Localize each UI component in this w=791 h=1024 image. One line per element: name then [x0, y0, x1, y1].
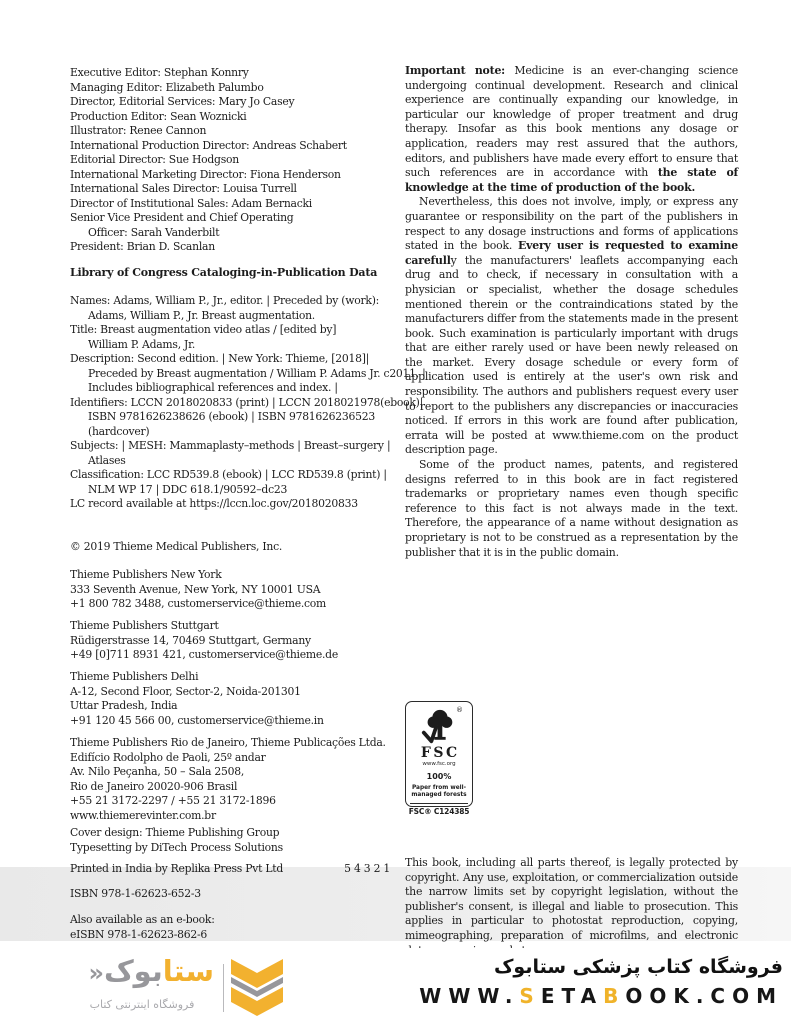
wordmark-gold-part: ستا	[162, 954, 214, 988]
loc-cataloging-heading: Library of Congress Cataloging-in-Publication Data	[70, 266, 378, 279]
banner-right-block	[419, 954, 783, 1008]
logo-subtitle: فروشگاه اینترنتی کتاب	[89, 998, 195, 1011]
fsc-cert-number: FSC® C124385	[408, 807, 470, 816]
chevron-emblem-icon	[230, 958, 284, 1024]
print-run-numbers: 5 4 3 2 1	[344, 862, 390, 875]
fsc-website: www.fsc.org	[422, 761, 456, 767]
fsc-tree-icon	[406, 707, 472, 745]
fsc-registered-mark: ®	[456, 706, 463, 714]
office-stuttgart: Thieme Publishers Stuttgart Rüdigerstrasse 14, 70469 Stuttgart, Germany +49 [0]711 8931 421, customerservice@thieme.de	[70, 619, 338, 661]
production-credits: Cover design: Thieme Publishing Group Typesetting by DiTech Process Solutions	[70, 826, 283, 854]
office-delhi: Thieme Publishers Delhi A-12, Second Floor, Sector-2, Noida-201301 Uttar Pradesh, India +91 120 45 566 00, customerservice@thieme.in	[70, 670, 324, 727]
banner-heading-farsi: فروشگاه کتاب پزشکی ستابوک	[493, 956, 783, 978]
logo-divider	[223, 964, 225, 1012]
setabook-logo	[62, 954, 292, 1022]
fsc-percent: 100%	[426, 772, 452, 781]
wordmark-gray-part: بوک	[103, 954, 163, 988]
printed-in-text: Printed in India by Replika Press Pvt Ltd	[70, 862, 284, 875]
fsc-description-line2: managed forests	[411, 792, 467, 798]
wordmark-guillemet: «	[88, 959, 104, 987]
fsc-divider	[410, 803, 468, 804]
setabook-banner	[0, 948, 791, 1024]
trademark-paragraph: Some of the product names, patents, and registered designs referred to in this book are in fact registered trademarks or proprietary names even though specific reference to this fact is not always made in the text. Therefore, the appearance of a name without designation as proprietary is not to be construed as a representation by the publisher that it is in the public domain.	[405, 458, 738, 559]
isbn-line: ISBN 978-1-62623-652-3	[70, 887, 201, 900]
printed-in-line	[70, 862, 390, 875]
fsc-label	[405, 701, 473, 816]
office-rio-de-janeiro: Thieme Publishers Rio de Janeiro, Thieme Publicações Ltda. Edifício Rodolpho de Paoli, 25º andar Av. Nilo Peçanha, 50 – Sala 2508, Rio de Janeiro 20020-906 Brasil +55 21 3172-2297 / +55 21 3172-1896 www.thiemerevinter.com.br	[70, 736, 386, 822]
publisher-notes-column	[405, 64, 738, 560]
office-new-york: Thieme Publishers New York 333 Seventh Avenue, New York, NY 10001 USA +1 800 782 3488, customerservice@thieme.com	[70, 568, 327, 610]
important-note-paragraph: Important note: Medicine is an ever-changing science undergoing continual development. Research and clinical experience are continually expanding our knowledge, in particular our knowledge of proper treatment and drug therapy. Insofar as this book mentions any dosage or application, readers may rest assured that the authors, editors, and publishers have made every effort to ensure that such references are in accordance with the state of knowledge at the time of production of the book.	[405, 64, 738, 194]
loc-catalog-block: Names: Adams, William P., Jr., editor. | Preceded by (work): Adams, William P., Jr. Breast augmentation. Title: Breast augmentation video atlas / [edited by] William P. Adams, Jr. Description: Second edition. | New York: Thieme, [2018]| Preceded by Breast augmentation / William P. Adams Jr. c2011. | Includes bibliographical references and index. | Identifiers: LCCN 2018020833 (print) | LCCN 2018021978(ebook)| ISBN 9781626238626 (ebook) | ISBN 9781626236523 (hardcover) Subjects: | MESH: Mammaplasty–methods | Breast–surgery | Atlases Classification: LCC RD539.8 (ebook) | LCC RD539.8 (print) | NLM WP 17 | DDC 618.1/90592–dc23 LC record available at https://lccn.loc.gov/2018020833	[70, 294, 426, 510]
staff-credits-block: Executive Editor: Stephan Konnry Managing Editor: Elizabeth Palumbo Director, Editorial Services: Mary Jo Casey Production Editor: Sean Woznicki Illustrator: Renee Cannon International Production Director: Andreas Schabert Editorial Director: Sue Hodgson International Marketing Director: Fiona Henderson International Sales Director: Louisa Turrell Director of Institutional Sales: Adam Bernacki Senior Vice President and Chief Operating Officer: Sarah Vanderbilt President: Brian D. Scanlan	[70, 66, 347, 253]
ebook-isbn-block: Also available as an e-book: eISBN 978-1-62623-862-6	[70, 913, 215, 941]
setabook-url: WWW.SETABOOK.COM	[419, 984, 783, 1008]
copyright-line: © 2019 Thieme Medical Publishers, Inc.	[70, 540, 283, 553]
fsc-description-line1: Paper from well-	[411, 785, 467, 791]
guarantee-paragraph: Nevertheless, this does not involve, imply, or express any guarantee or responsibility on the part of the publishers in respect to any dosage instructions and forms of applications stated in the book. Every user is requested to examine carefully the manufacturers' leaflets accompanying each drug and to check, if necessary in consultation with a physician or specialist, whether the dosage schedules mentioned therein or the contraindications stated by the manufacturers differ from the statements made in the present book. Such examination is particularly important with drugs that are either rarely used or have been newly released on the market. Every dosage schedule or every form of application used is entirely at the user's own risk and responsibility. The authors and publishers request every user to report to the publishers any discrepancies or inaccuracies noticed. If errors in this work are found after publication, errata will be posted at www.thieme.com on the product description page.	[405, 195, 739, 457]
setabook-wordmark	[88, 956, 214, 988]
fsc-description	[406, 785, 472, 799]
copyright-legal-paragraph: This book, including all parts thereof, is legally protected by copyright. Any use, exploitation, or commercialization outside the narrow limits set by copyright legislation, without the publisher's consent, is illegal and liable to prosecution. This applies in particular to photostat reproduction, copying, mimeographing, preparation of microfilms, and electronic	[405, 856, 738, 942]
fsc-wordmark: FSC	[420, 745, 460, 761]
